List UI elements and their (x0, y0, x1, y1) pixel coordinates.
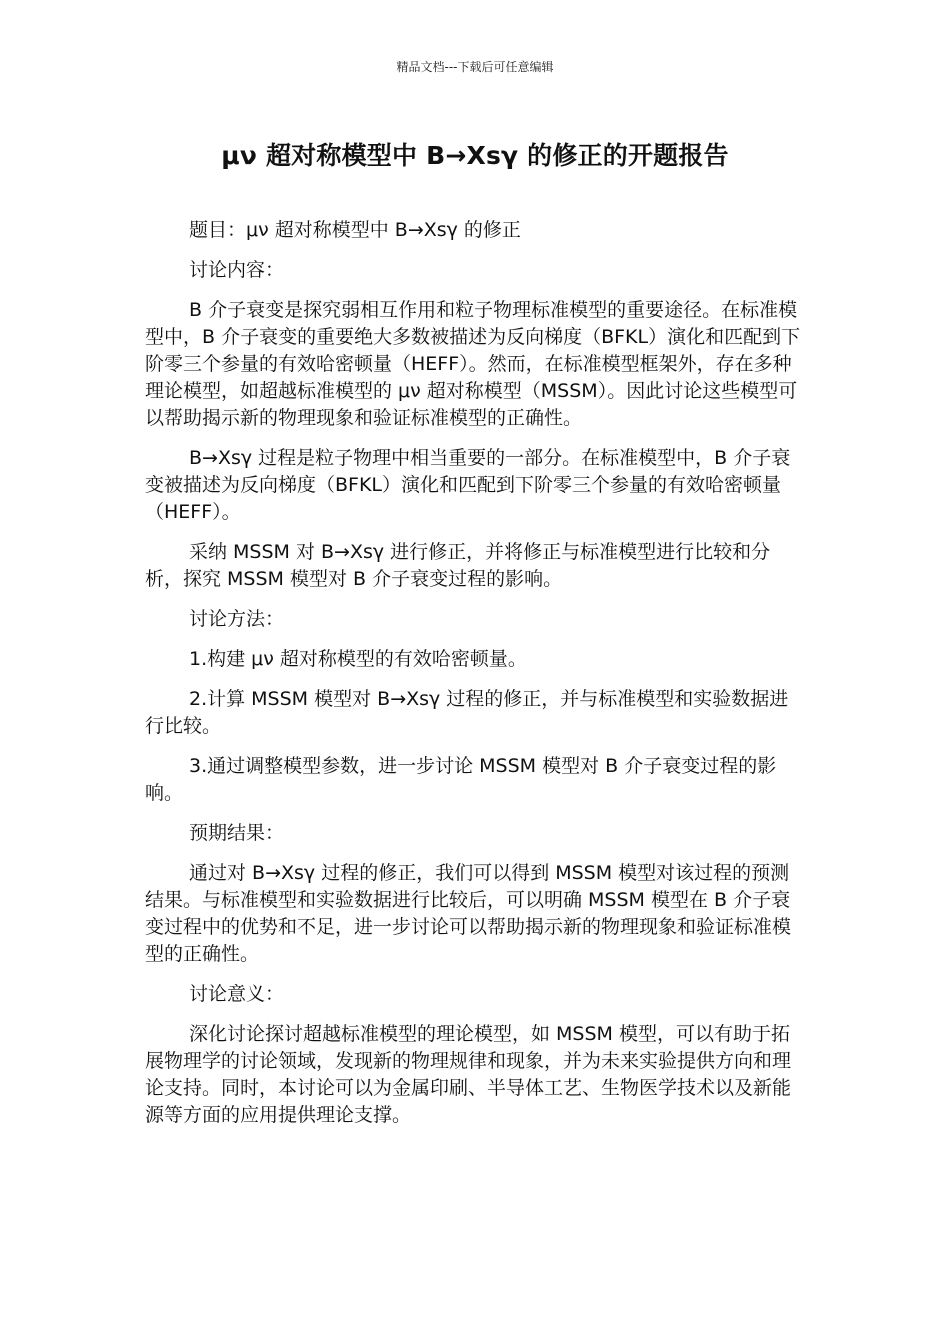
method-item: 2.计算 MSSM 模型对 B→Xsγ 过程的修正，并与标准模型和实验数据进行比较。 (145, 688, 789, 737)
section-heading-results: 预期结果： (189, 822, 285, 844)
method-item: 1.构建 μν 超对称模型的有效哈密顿量。 (189, 648, 527, 670)
body-paragraph: 通过对 B→Xsγ 过程的修正，我们可以得到 MSSM 模型对该过程的预测结果。与标准模型和实验数据进行比较后，可以明确 MSSM 模型在 B 介子衰变过程中的优势和不足，进一步讨论可以帮助揭示新的物理现象和验证标准模型的正确性。 (145, 862, 792, 965)
section-heading-significance: 讨论意义： (189, 983, 285, 1005)
section-heading-content: 讨论内容： (189, 259, 285, 281)
body-paragraph: 采纳 MSSM 对 B→Xsγ 进行修正，并将修正与标准模型进行比较和分析，探究 MSSM 模型对 B 介子衰变过程的影响。 (145, 541, 771, 590)
body-paragraph: 深化讨论探讨超越标准模型的理论模型，如 MSSM 模型，可以有助于拓展物理学的讨论领域，发现新的物理规律和现象，并为未来实验提供方向和理论支持。同时，本讨论可以为金属印刷、半导体工艺、生物医学技术以及新能源等方面的应用提供理论支撑。 (145, 1023, 792, 1126)
body-paragraph: B 介子衰变是探究弱相互作用和粒子物理标准模型的重要途径。在标准模型中，B 介子衰变的重要绝大多数被描述为反向梯度（BFKL）演化和匹配到下阶零三个参量的有效哈密顿量（HEFF）。然而，在标准模型框架外，存在多种理论模型，如超越标准模型的 μν 超对称模型（MSSM）。因此讨论这些模型可以帮助揭示新的物理现象和验证标准模型的正确性。 (145, 299, 801, 429)
document-body (145, 217, 807, 1142)
document-title: μν 超对称模型中 B→Xsγ 的修正的开题报告 (221, 141, 729, 170)
header-note: 精品文档---下载后可任意编辑 (396, 60, 554, 74)
method-item: 3.通过调整模型参数，进一步讨论 MSSM 模型对 B 介子衰变过程的影响。 (145, 755, 777, 804)
body-paragraph: B→Xsγ 过程是粒子物理中相当重要的一部分。在标准模型中，B 介子衰变被描述为反向梯度（BFKL）演化和匹配到下阶零三个参量的有效哈密顿量（HEFF）。 (145, 447, 791, 523)
topic-line: 题目：μν 超对称模型中 B→Xsγ 的修正 (189, 219, 521, 241)
section-heading-methods: 讨论方法： (189, 608, 285, 630)
